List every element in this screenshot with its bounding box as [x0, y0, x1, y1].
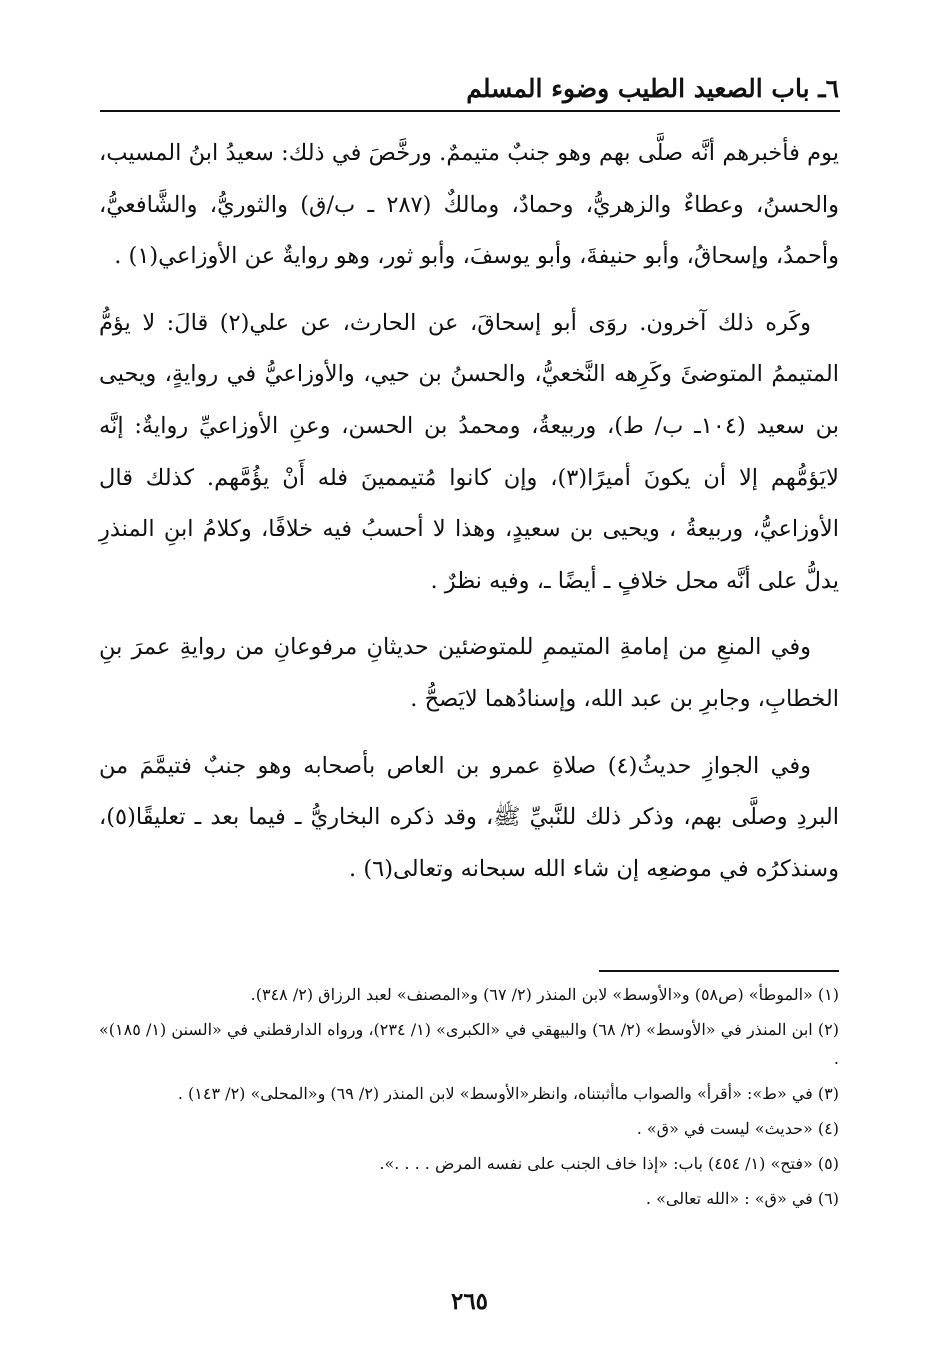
- paragraph-4: وفي الجوازِ حديثُ(٤) صلاةِ عمرو بن العاص بأصحابه وهو جنبٌ فتيمَّمَ من البردِ وصلَّى بهم، وذكر ذلك للنَّبيِّ ﷺ، وقد ذكره البخاريُّ ـ فيما بعد ـ تعليقًا(٥)، وسنذكرُه في موضعِه إن شاء الله سبحانه وتعالى(٦) .: [99, 752, 839, 882]
- footnote-1: (١) «الموطأ» (ص٥٨) و«الأوسط» لابن المنذر (٢/ ٦٧) و«المصنف» لعبد الرزاق (٢/ ٣٤٨).: [250, 985, 839, 1004]
- footnote-3: (٣) في «ط»: «أقرأ» والصواب ماأثبتناه، وانظر«الأوسط» لابن المنذر (٢/ ٦٩) و«المحلى» (٢/ ١٤٣) .: [177, 1084, 839, 1103]
- footnote-5: (٥) «فتح» (١/ ٤٥٤) باب: «إذا خاف الجنب على نفسه المرض . . . .».: [379, 1154, 839, 1173]
- footnotes: [99, 980, 839, 1219]
- paragraph-1: يوم فأخبرهم أنَّه صلَّى بهم وهو جنبٌ متيممٌ. ورخَّصَ في ذلك: سعيدُ ابنُ المسيب، والحسنُ، وعطاءٌ والزهريُّ، وحمادٌ، ومالكٌ (٢٨٧ ـ ب/ق) والثوريُّ، والشَّافعيُّ، وأحمدُ، وإسحاقُ، وأبو حنيفةَ، وأبو يوسفَ، وأبو ثور، وهو روايةٌ عن الأوزاعي(١) .: [99, 140, 839, 270]
- footnote-rule: [599, 970, 839, 972]
- footnote-2: (٢) ابن المنذر في «الأوسط» (٢/ ٦٨) والبيهقي في «الكبرى» (١/ ٢٣٤)، ورواه الدارقطني في «السنن (١/ ١٨٥)» .: [99, 1020, 839, 1068]
- page-number: ٢٦٥: [450, 1288, 489, 1315]
- footnote-6: (٦) في «ق» : «الله تعالى» .: [645, 1189, 839, 1208]
- footnote-4: (٤) «حديث» ليست في «ق» .: [636, 1119, 839, 1138]
- main-text: [99, 128, 839, 910]
- paragraph-3: وفي المنعِ من إمامةِ المتيممِ للمتوضئين حديثانِ مرفوعانِ من روايةِ عمرَ بنِ الخطابِ، وجابرِ بن عبد الله، وإسنادُهما لايَصحُّ .: [99, 634, 839, 712]
- paragraph-2: وكَره ذلك آخرون. روَى أبو إسحاقَ، عن الحارث، عن علي(٢) قالَ: لا يؤمُّ المتيممُ المتوضئَ وكَرِهه النَّخعيُّ، والحسنُ بن حيي، والأوزاعيُّ في روايةٍ، ويحيى بن سعيد (١٠٤ـ ب/ ط)، وربيعةُ، ومحمدُ بن الحسن، وعنِ الأوزاعيِّ روايةٌ: إنَّه لايَؤمُّهم إلا أن يكونَ أميرًا(٣)، وإن كانوا مُتيممينَ فله أَنْ يؤُمَّهم. كذلك قال الأوزاعيُّ، وربيعةُ ، ويحيى بن سعيدٍ، وهذا لا أحسبُ فيه خلافًا، وكلامُ ابنِ المنذرِ يدلُّ على أنَّه محل خلافٍ ـ أيضًا ـ، وفيه نظرٌ .: [99, 309, 839, 594]
- header-rule: [100, 110, 840, 112]
- running-head: ٦ـ باب الصعيد الطيب وضوء المسلم: [466, 74, 839, 103]
